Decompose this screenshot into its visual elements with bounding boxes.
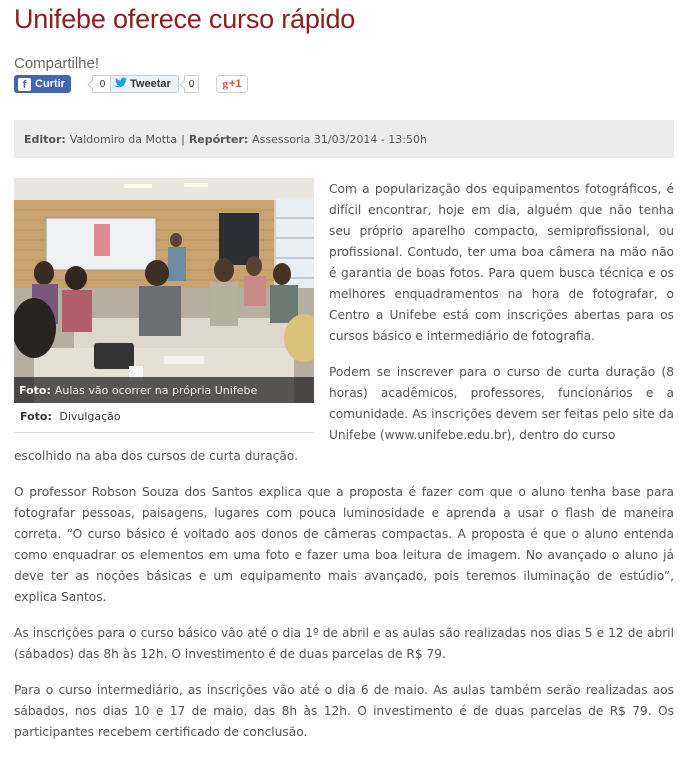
article-title: Unifebe oferece curso rápido: [14, 4, 356, 34]
twitter-tweet-button[interactable]: [110, 75, 179, 93]
photo-credit-divider: [14, 432, 314, 433]
paragraph-intro: Com a popularização dos equipamentos fotográficos, é difícil encontrar, hoje em dia, alguém que não tenha seu próprio aparelho compacto, semiprofissional, ou profissional. Contudo, ter uma boa câmera na mão não é garantia de boas fotos. Para quem busca técnica e os melhores enquadramentos na hora de fotografar, o Centro a Unifebe está com inscrições abertas para os cursos básico e intermediário de fotografia.: [329, 182, 674, 343]
editor-name: Valdomiro da Motta: [69, 132, 178, 146]
paragraph-enrollment: Podem se inscrever para o curso de curta duração (8 horas) acadêmicos, professores, funcionários e a comunidade. As inscrições devem ser feitas pelo site da Unifebe (www.unifebe.edu.br), dentro do curso: [329, 365, 674, 442]
facebook-icon: f: [18, 78, 31, 91]
twitter-tweet-label: Tweetar: [130, 78, 171, 90]
paragraph-basic-course: As inscrições para o curso básico vão até o dia 1º de abril e as aulas são realizadas nos dias 5 e 12 de abril (sábados) das 8h às 12h. O investimento é de duas parcelas de R$ 79.: [14, 626, 674, 661]
photo-credit: [20, 410, 121, 423]
facebook-like-label: Curtir: [35, 78, 65, 90]
paragraph-intermediate-course: Para o curso intermediário, as inscrições vão até o dia 6 de maio. As aulas também serão realizadas aos sábados, nos dias 10 e 17 de maio, das 8h às 12h. O investimento é de duas parcelas de R$ 79. Os participantes recebem certificado de conclusão.: [14, 683, 674, 739]
paragraph-professor-quote: O professor Robson Souza dos Santos explica que a proposta é fazer com que o aluno tenha base para fotografar pessoas, paisagens, lugares com pouca luminosidade e aprenda a usar o flash de maneira correta. “O curso básico é voltado aos donos de câmeras compactas. A proposta é que o aluno entenda como enquadrar os elementos em uma foto e fazer uma boa leitura de imagem. No avançado o aluno já deve ter as noções básicas e um equipamento mais avançado, pois teremos iluminação de estúdio”, explica Santos.: [14, 485, 674, 604]
google-plus-label: +1: [228, 78, 242, 90]
meta-separator: |: [181, 132, 185, 146]
twitter-bird-icon: [115, 77, 127, 91]
photo-caption: [14, 377, 314, 403]
share-label: Compartilhe!: [14, 55, 100, 72]
photo-caption-text: Aulas vão ocorrer na própria Unifebe: [54, 383, 258, 397]
facebook-like-count: 0: [92, 75, 113, 93]
reporter-label: Repórter:: [188, 132, 249, 146]
classroom-photo-illustration: [14, 178, 314, 403]
facebook-like-button[interactable]: [14, 75, 71, 93]
article-photo: [14, 178, 314, 403]
google-plus-icon: g: [222, 78, 228, 90]
reporter-info: Assessoria 31/03/2014 - 13:50h: [252, 132, 427, 146]
photo-caption-label: Foto:: [19, 383, 51, 397]
article-meta-bar: [14, 120, 674, 158]
photo-credit-text: Divulgação: [59, 410, 121, 423]
photo-credit-label: Foto:: [20, 410, 52, 423]
twitter-tweet-count: 0: [184, 75, 199, 93]
editor-label: Editor:: [24, 132, 66, 146]
google-plus-button[interactable]: [216, 75, 248, 93]
paragraph-enrollment-continued: escolhido na aba dos cursos de curta duração.: [14, 449, 298, 463]
